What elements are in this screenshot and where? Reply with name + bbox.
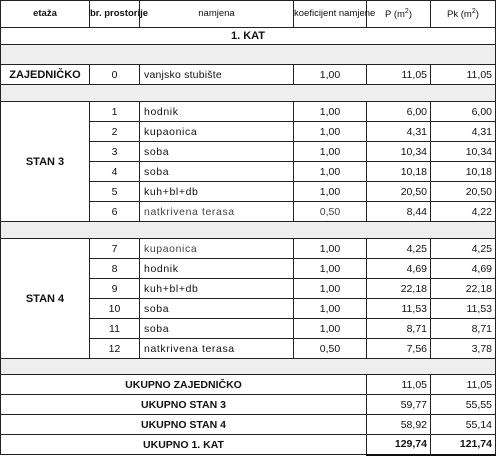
- room-net-area: 6,00: [431, 102, 496, 122]
- total-p: 59,77: [367, 395, 431, 415]
- group-label-stan-4: STAN 4: [1, 239, 90, 359]
- total-p: 58,92: [367, 415, 431, 435]
- header-koeficijent: koeficijent namjene: [294, 1, 367, 28]
- room-number: 5: [90, 182, 140, 202]
- total-label: UKUPNO ZAJEDNIČKO: [1, 375, 367, 395]
- total-label: UKUPNO STAN 3: [1, 395, 367, 415]
- grand-total-p: 129,74: [367, 435, 431, 455]
- room-number: 11: [90, 319, 140, 339]
- room-area: 10,34: [367, 142, 431, 162]
- room-number: 7: [90, 239, 140, 259]
- table-row: [1, 102, 496, 122]
- room-net-area: 3,78: [431, 339, 496, 359]
- group-label-zajednicko: ZAJEDNIČKO: [1, 65, 90, 85]
- room-purpose: kuh+bl+db: [140, 279, 294, 299]
- total-row: [1, 395, 496, 415]
- room-area: 10,18: [367, 162, 431, 182]
- room-net-area: 10,34: [431, 142, 496, 162]
- room-number: 8: [90, 259, 140, 279]
- room-area: 6,00: [367, 102, 431, 122]
- room-number: 10: [90, 299, 140, 319]
- total-pk: 55,55: [431, 395, 496, 415]
- room-purpose: kuh+bl+db: [140, 182, 294, 202]
- room-purpose: soba: [140, 142, 294, 162]
- room-net-area: 4,69: [431, 259, 496, 279]
- room-area: 8,71: [367, 319, 431, 339]
- room-purpose: kupaonica: [140, 122, 294, 142]
- total-p: 11,05: [367, 375, 431, 395]
- header-etaza: etaža: [1, 1, 90, 28]
- room-coefficient: 1,00: [294, 182, 367, 202]
- room-coefficient: 1,00: [294, 259, 367, 279]
- floor-title-row: [1, 28, 496, 45]
- room-coefficient: 1,00: [294, 142, 367, 162]
- room-area: 7,56: [367, 339, 431, 359]
- grand-total-label: UKUPNO 1. KAT: [1, 435, 367, 455]
- room-coefficient: 1,00: [294, 102, 367, 122]
- group-label-stan-3: STAN 3: [1, 102, 90, 222]
- room-net-area: 22,18: [431, 279, 496, 299]
- room-net-area: 11,05: [431, 65, 496, 85]
- room-number: 4: [90, 162, 140, 182]
- header-p-close: ): [408, 9, 412, 21]
- room-purpose: vanjsko stubište: [140, 65, 294, 85]
- room-number: 0: [90, 65, 140, 85]
- room-number: 2: [90, 122, 140, 142]
- grand-total-pk: 121,74: [431, 435, 496, 455]
- spacer-row: [1, 359, 496, 375]
- room-coefficient: 0,50: [294, 202, 367, 222]
- room-area: 4,69: [367, 259, 431, 279]
- room-area: 11,05: [367, 65, 431, 85]
- room-number: 6: [90, 202, 140, 222]
- total-label: UKUPNO STAN 4: [1, 415, 367, 435]
- header-namjena: namjena: [140, 1, 294, 28]
- room-net-area: 4,31: [431, 122, 496, 142]
- room-coefficient: 0,50: [294, 339, 367, 359]
- total-row: [1, 415, 496, 435]
- table-row: [1, 239, 496, 259]
- room-purpose: kupaonica: [140, 239, 294, 259]
- room-coefficient: 1,00: [294, 319, 367, 339]
- room-purpose: natkrivena terasa: [140, 339, 294, 359]
- grand-total-row: [1, 435, 496, 455]
- floor-title: 1. KAT: [1, 28, 496, 45]
- room-purpose: natkrivena terasa: [140, 202, 294, 222]
- spacer-row: [1, 85, 496, 102]
- total-row: [1, 375, 496, 395]
- header-pk: [431, 1, 496, 28]
- room-coefficient: 1,00: [294, 162, 367, 182]
- table-header-row: [1, 1, 496, 28]
- header-pk-close: ): [475, 9, 479, 21]
- room-area: 22,18: [367, 279, 431, 299]
- header-br-prostorije: br. prostorije: [90, 1, 140, 28]
- room-area: 4,31: [367, 122, 431, 142]
- spacer-row: [1, 222, 496, 239]
- room-purpose: hodnik: [140, 102, 294, 122]
- room-net-area: 20,50: [431, 182, 496, 202]
- header-p-sup: 2: [404, 8, 409, 16]
- room-net-area: 11,53: [431, 299, 496, 319]
- header-p-label: P (m: [385, 9, 405, 21]
- room-area: 20,50: [367, 182, 431, 202]
- header-p: [367, 1, 431, 28]
- room-area: 4,25: [367, 239, 431, 259]
- room-area: 8,44: [367, 202, 431, 222]
- room-number: 3: [90, 142, 140, 162]
- total-pk: 55,14: [431, 415, 496, 435]
- room-coefficient: 1,00: [294, 65, 367, 85]
- header-pk-label: Pk (m: [447, 9, 472, 21]
- room-number: 12: [90, 339, 140, 359]
- room-coefficient: 1,00: [294, 299, 367, 319]
- room-purpose: soba: [140, 319, 294, 339]
- room-net-area: 4,22: [431, 202, 496, 222]
- total-pk: 11,05: [431, 375, 496, 395]
- room-net-area: 4,25: [431, 239, 496, 259]
- room-coefficient: 1,00: [294, 122, 367, 142]
- room-net-area: 10,18: [431, 162, 496, 182]
- room-coefficient: 1,00: [294, 279, 367, 299]
- room-purpose: soba: [140, 162, 294, 182]
- table-row: [1, 65, 496, 85]
- header-pk-sup: 2: [471, 8, 476, 16]
- room-purpose: soba: [140, 299, 294, 319]
- room-area: 11,53: [367, 299, 431, 319]
- room-coefficient: 1,00: [294, 239, 367, 259]
- room-number: 1: [90, 102, 140, 122]
- room-number: 9: [90, 279, 140, 299]
- spacer-row: [1, 45, 496, 65]
- room-purpose: hodnik: [140, 259, 294, 279]
- room-net-area: 8,71: [431, 319, 496, 339]
